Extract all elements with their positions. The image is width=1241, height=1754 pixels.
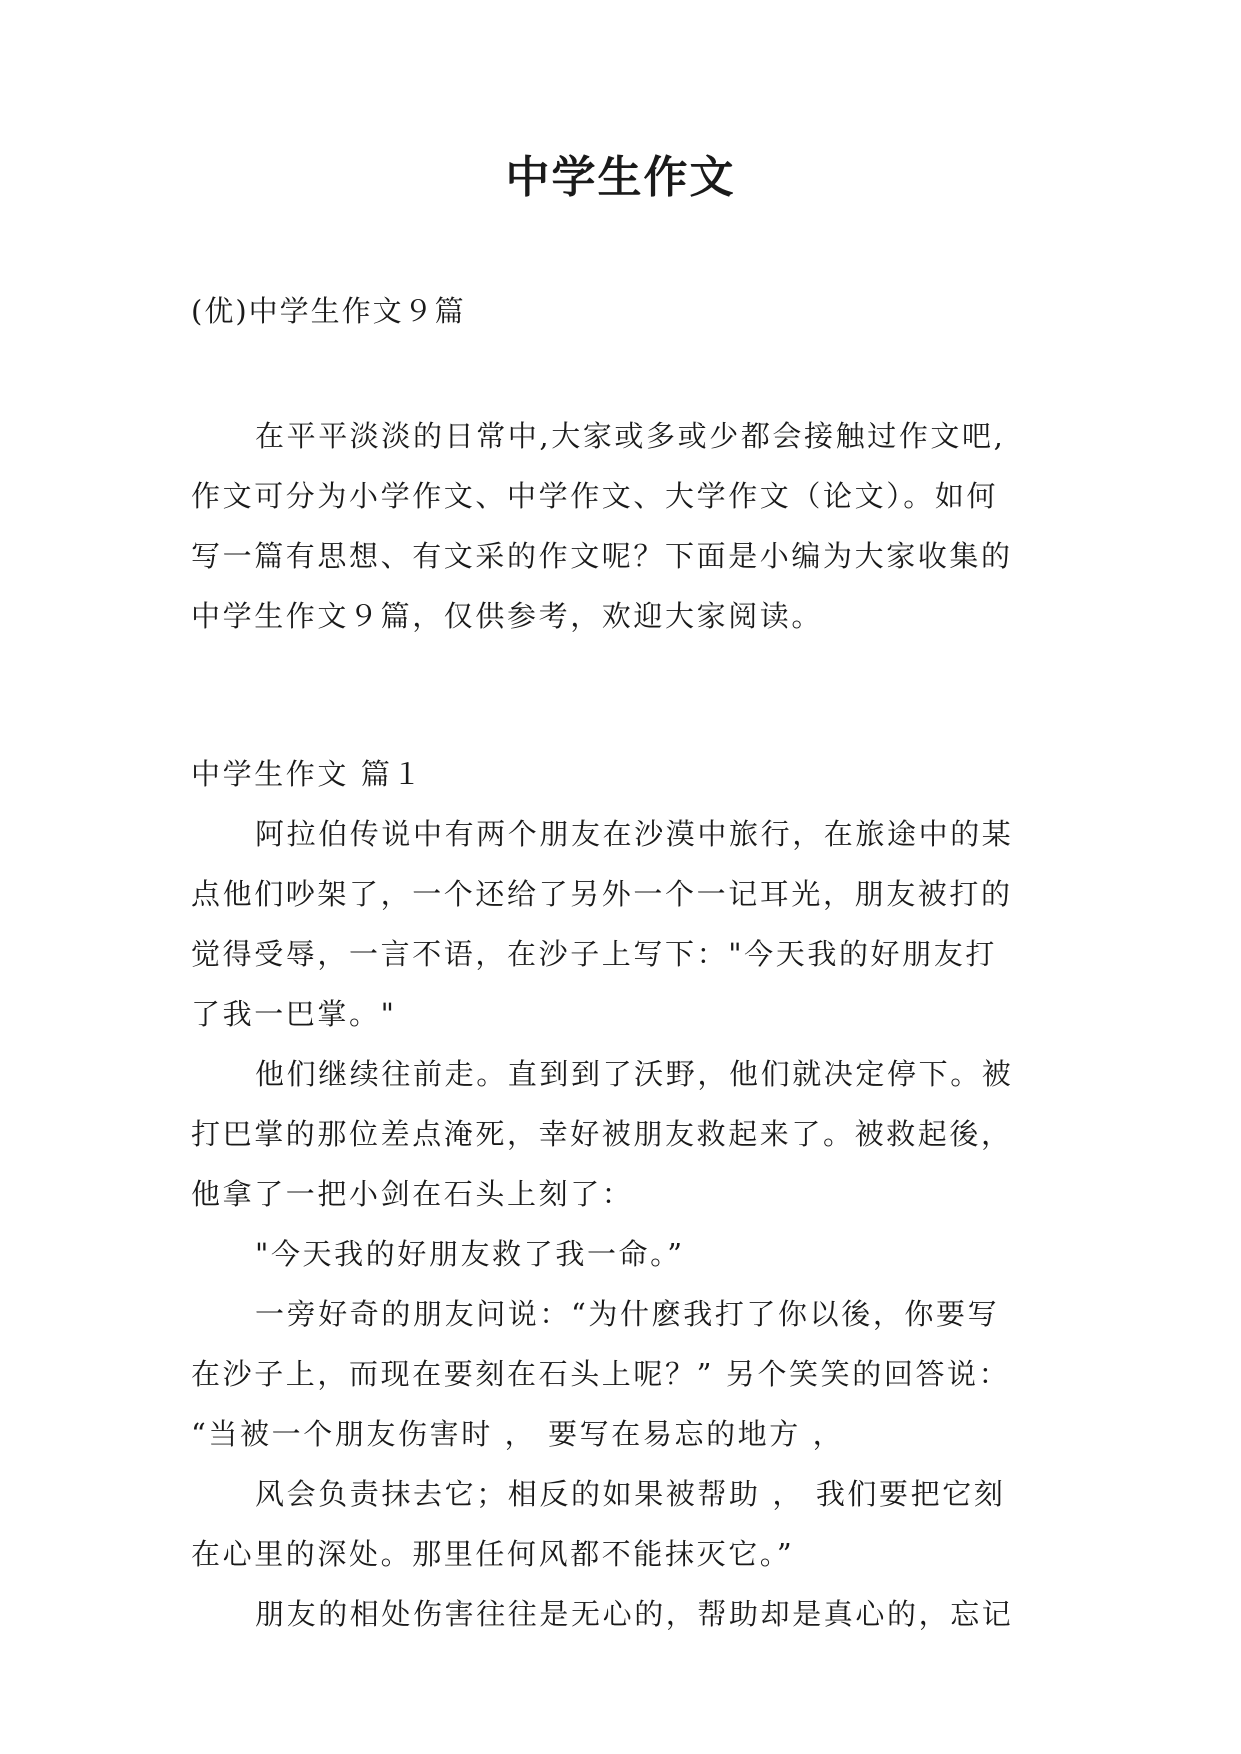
paragraph-line: 风会负责抹去它；相反的如果被帮助 ， 我们要把它刻 [255, 1477, 1006, 1511]
paragraph-line: 觉得受辱，一言不语，在沙子上写下："今天我的好朋友打 [191, 937, 997, 971]
paragraph-line: 了我一巴掌。" [191, 997, 397, 1031]
paragraph-line: 打巴掌的那位差点淹死，幸好被朋友救起来了。被救起後， [191, 1117, 1013, 1151]
paragraph-line: 在沙子上，而现在要刻在石头上呢？” 另个笑笑的回答说： [191, 1357, 1011, 1391]
paragraph-line: "今天我的好朋友救了我一命。” [255, 1237, 685, 1271]
paragraph-line: 朋友的相处伤害往往是无心的，帮助却是真心的，忘记 [255, 1597, 1014, 1631]
section-heading: 中学生作文 篇１ [191, 757, 425, 791]
section-paragraph [191, 1224, 1051, 1284]
document-subtitle: (优)中学生作文９篇 [191, 294, 466, 328]
intro-line: 写一篇有思想、有文采的作文呢？下面是小编为大家收集的 [191, 539, 1013, 573]
intro-line: 在平平淡淡的日常中,大家或多或少都会接触过作文吧, [255, 419, 1006, 453]
section-paragraph [191, 1044, 1051, 1224]
intro-paragraph [191, 406, 1051, 646]
section-paragraph [191, 1464, 1051, 1584]
paragraph-line: “当被一个朋友伤害时 ， 要写在易忘的地方 ， [191, 1417, 845, 1451]
paragraph-line: 他们继续往前走。直到到了沃野，他们就决定停下。被 [255, 1057, 1014, 1091]
section-paragraph [191, 1584, 1051, 1644]
intro-line: 作文可分为小学作文、中学作文、大学作文（论文）。如何 [191, 479, 999, 513]
paragraph-line: 在心里的深处。那里任何风都不能抹灭它。” [191, 1537, 795, 1571]
section-paragraph [191, 804, 1051, 1044]
paragraph-gap [191, 646, 1051, 744]
paragraph-line: 一旁好奇的朋友问说：“为什麽我打了你以後，你要写 [255, 1297, 1000, 1331]
intro-line: 中学生作文９篇，仅供参考，欢迎大家阅读。 [191, 599, 824, 633]
paragraph-line: 阿拉伯传说中有两个朋友在沙漠中旅行，在旅途中的某 [255, 817, 1014, 851]
document-title: 中学生作文 [505, 152, 736, 203]
paragraph-line: 他拿了一把小剑在石头上刻了： [191, 1177, 634, 1211]
document-body [191, 406, 1051, 1644]
section-paragraph [191, 1284, 1051, 1464]
paragraph-line: 点他们吵架了，一个还给了另外一个一记耳光，朋友被打的 [191, 877, 1013, 911]
